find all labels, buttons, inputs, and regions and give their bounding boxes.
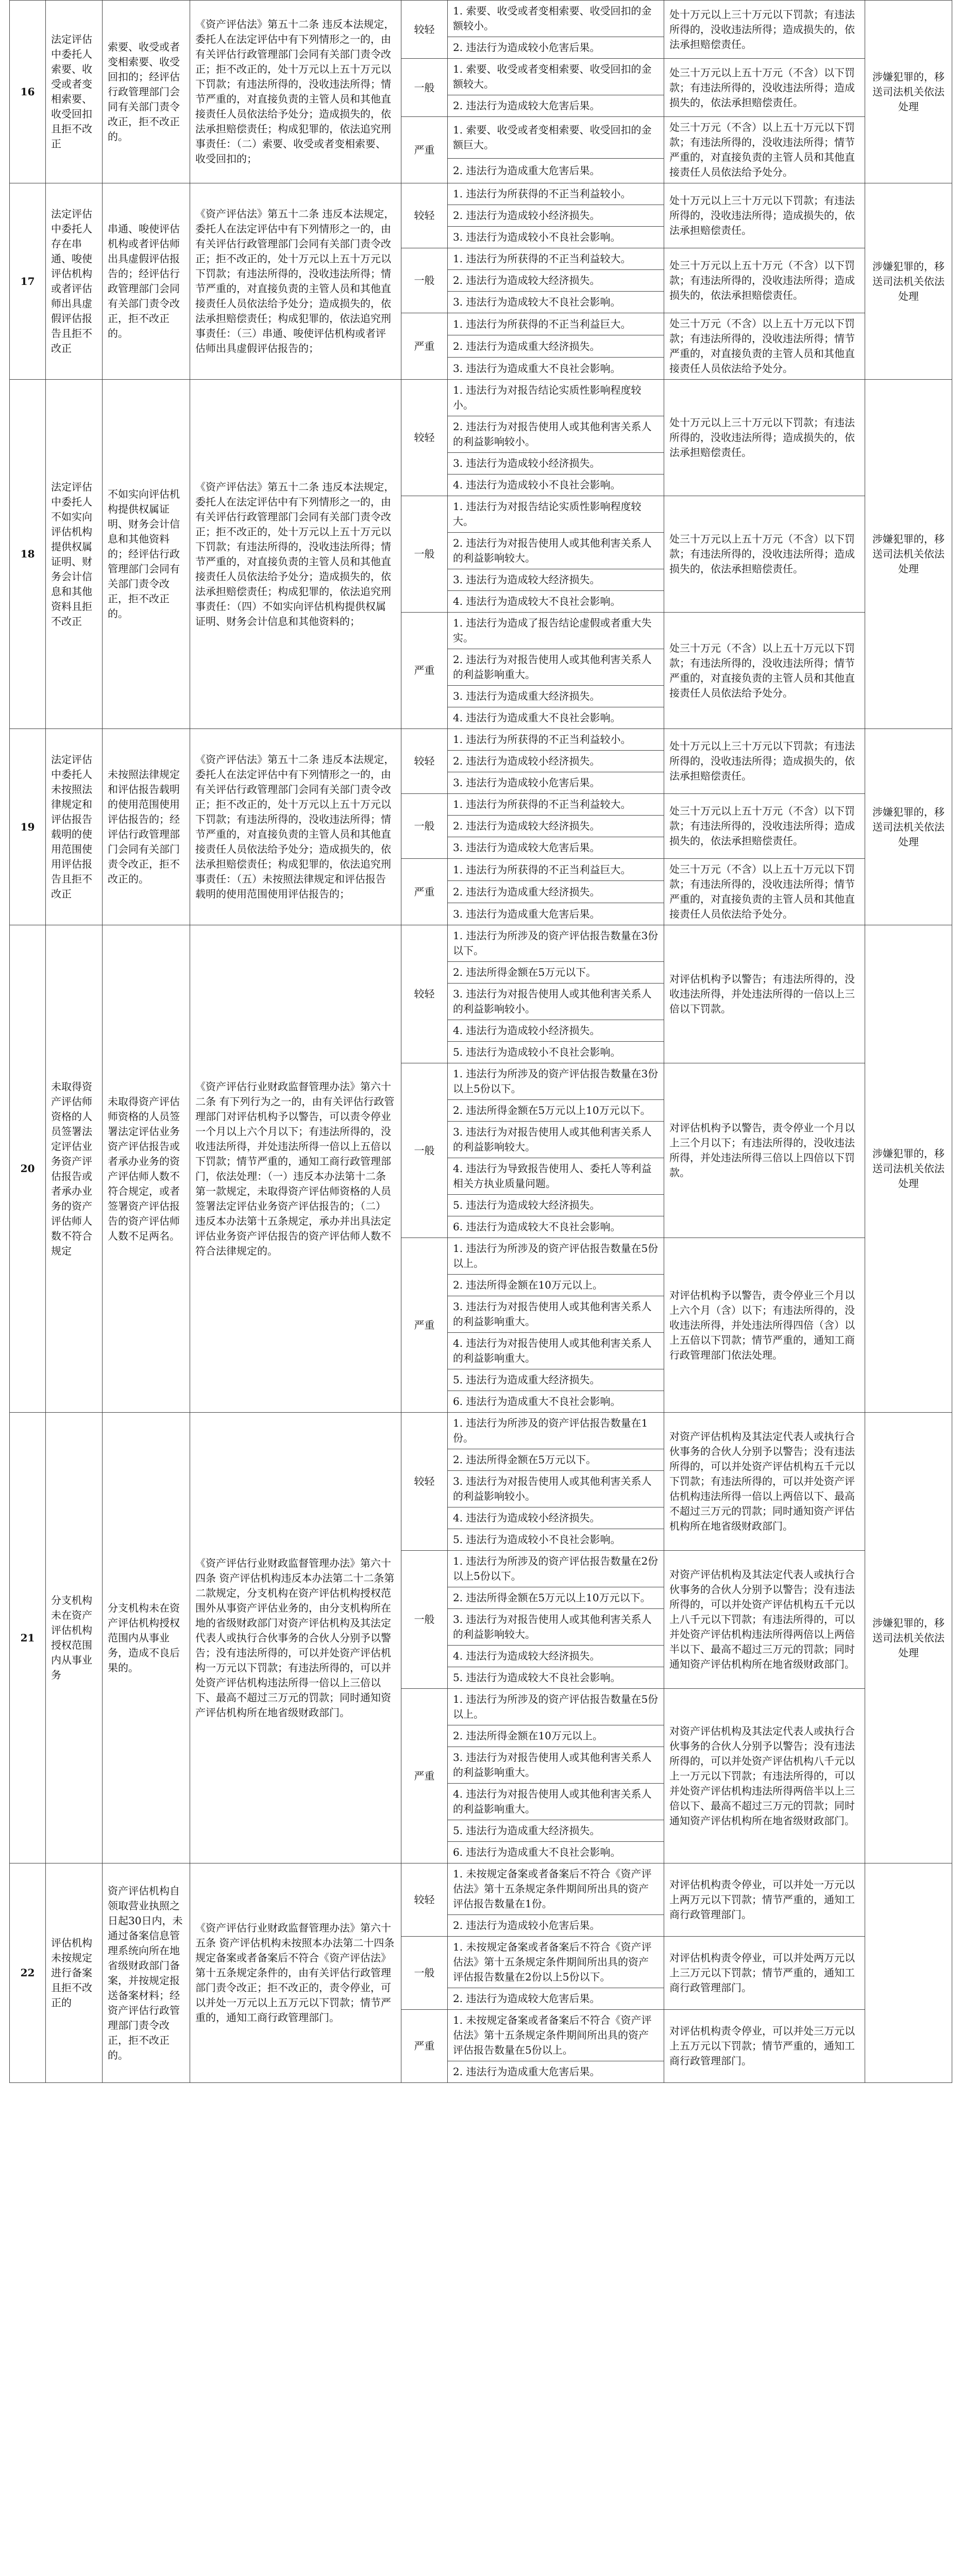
- discretion-circumstance: 4. 违法行为导致报告使用人、委托人等利益相关方执业质量问题。: [448, 1158, 664, 1195]
- discretion-circumstance: 1. 违法行为所涉及的资产评估报告数量在2份以上5份以下。: [448, 1551, 664, 1587]
- legal-basis: 《资产评估行业财政监督管理办法》第六十二条 有下列行为之一的，由有关评估行政管理部门对评估机构予以警告，可以责令停业一个月以上六个月以下；有违法所得的，没收违法所得，并处违法所得一倍以上五倍以下罚款；情节严重的，通知工商行政管理部门，依法处理：（一）违反本办法第十二条第一款规定，未取得资产评估师资格的人员签署法定评估业务资产评估报告的；（二）违反本办法第十五条规定，承办并出具法定评估业务资产评估报告的资产评估师人数不符合法律规定的。: [190, 925, 401, 1413]
- discretion-level: 严重: [401, 117, 448, 183]
- transfer-note: 涉嫌犯罪的，移送司法机关依法处理: [865, 380, 952, 729]
- discretion-circumstance: 3. 违法行为造成重大经济损失。: [448, 686, 664, 707]
- discretion-circumstance: 2. 违法行为造成较小危害后果。: [448, 1915, 664, 1937]
- legal-basis: 《资产评估行业财政监督管理办法》第六十四条 资产评估机构违反本办法第二十二条第二款规定，分支机构在资产评估机构授权范围外从事资产评估业务的，由分支机构所在地的省级财政部门对资产评估机构及其法定代表人或执行合伙事务的合伙人分别予以警告；没有违法所得的，可以并处资产评估机构一万元以下罚款；有违法所得的，可以并处资产评估机构违法所得一倍以上三倍以下、最高不超过三万元的罚款；同时通知资产评估机构所在地省级财政部门。: [190, 1413, 401, 1863]
- violation-item: 未取得资产评估师资格的人员签署法定评估业务资产评估报告或者承办业务的资产评估师人数不符合规定: [46, 925, 103, 1413]
- discretion-circumstance: 1. 未按规定备案或者备案后不符合《资产评估法》第十五条规定条件期间所出具的资产评估报告数量在1份。: [448, 1863, 664, 1915]
- discretion-level: 严重: [401, 859, 448, 925]
- discretion-circumstance: 1. 违法行为所获得的不正当利益较小。: [448, 729, 664, 751]
- discretion-circumstance: 2. 违法行为造成重大危害后果。: [448, 2061, 664, 2083]
- discretion-level: 严重: [401, 1238, 448, 1413]
- penalty-standard: 对评估机构责令停业，可以并处两万元以上三万元以下罚款；情节严重的，通知工商行政管理部门。: [664, 1937, 865, 2010]
- discretion-circumstance: 4. 违法行为造成较大经济损失。: [448, 1646, 664, 1667]
- legal-basis: 《资产评估行业财政监督管理办法》第六十五条 资产评估机构未按照本办法第二十四条规定备案或者备案后不符合《资产评估法》第十五条规定条件的，由有关评估行政管理部门责令改正；拒不改正的，责令停业，可以并处一万元以上五万元以下罚款；情节严重的，通知工商行政管理部门。: [190, 1863, 401, 2083]
- discretion-circumstance: 2. 违法行为造成较小危害后果。: [448, 37, 664, 59]
- discretion-level: 较轻: [401, 1863, 448, 1937]
- discretion-circumstance: 4. 违法行为造成较大不良社会影响。: [448, 591, 664, 613]
- discretion-circumstance: 3. 违法行为造成较大不良社会影响。: [448, 292, 664, 313]
- item-number: 17: [10, 183, 46, 380]
- transfer-note: 涉嫌犯罪的，移送司法机关依法处理: [865, 925, 952, 1413]
- table-row: [10, 1413, 952, 1449]
- discretion-level: 严重: [401, 313, 448, 380]
- item-number: 22: [10, 1863, 46, 2083]
- discretion-level: 较轻: [401, 380, 448, 496]
- discretion-circumstance: 1. 违法行为所获得的不正当利益较小。: [448, 183, 664, 205]
- penalty-standard: 对评估机构予以警告，责令停业一个月以上三个月以下；有违法所得的，没收违法所得，并处违法所得三倍以上四倍以下罚款。: [664, 1063, 865, 1238]
- discretion-level: 严重: [401, 2010, 448, 2083]
- penalty-table: [9, 0, 952, 2083]
- violation-item: 评估机构未按规定进行备案且拒不改正的: [46, 1863, 103, 2083]
- discretion-circumstance: 2. 违法行为造成较小经济损失。: [448, 205, 664, 227]
- discretion-circumstance: 5. 违法行为造成较大不良社会影响。: [448, 1667, 664, 1689]
- discretion-circumstance: 1. 违法行为造成了报告结论虚假或者重大失实。: [448, 613, 664, 649]
- penalty-standard: 处十万元以上三十万元以下罚款；有违法所得的，没收违法所得；造成损失的，依法承担赔偿责任。: [664, 183, 865, 248]
- violation-condition: 未取得资产评估师资格的人员签署法定评估业务资产评估报告或者承办业务的资产评估师人数不符合规定，或者签署资产评估报告的资产评估师人数不足两名。: [103, 925, 190, 1413]
- discretion-circumstance: 2. 违法行为造成较大经济损失。: [448, 270, 664, 292]
- penalty-standard-sheet: [9, 0, 952, 2083]
- penalty-standard: 对资产评估机构及其法定代表人或执行合伙事务的合伙人分别予以警告；没有违法所得的，可以并处资产评估机构五千元以上八千元以下罚款；有违法所得的，可以并处资产评估机构违法所得两倍以上两倍半以下、最高不超过三万元的罚款；同时通知资产评估机构所在地省级财政部门。: [664, 1551, 865, 1689]
- penalty-standard: 处十万元以上三十万元以下罚款；有违法所得的，没收违法所得；造成损失的，依法承担赔偿责任。: [664, 729, 865, 794]
- discretion-circumstance: 3. 违法行为造成较大经济损失。: [448, 569, 664, 591]
- penalty-standard: 处三十万元以上五十万元（不含）以下罚款；有违法所得的，没收违法所得；造成损失的，依法承担赔偿责任。: [664, 59, 865, 117]
- discretion-circumstance: 1. 违法行为对报告结论实质性影响程度较大。: [448, 496, 664, 533]
- penalty-standard: 处三十万元（不含）以上五十万元以下罚款；有违法所得的，没收违法所得；情节严重的，对直接负责的主管人员和其他直接责任人员依法给予处分。: [664, 117, 865, 183]
- penalty-standard: 处十万元以上三十万元以下罚款；有违法所得的，没收违法所得；造成损失的，依法承担赔偿责任。: [664, 380, 865, 496]
- penalty-standard: 处三十万元（不含）以上五十万元以下罚款；有违法所得的，没收违法所得；情节严重的，对直接负责的主管人员和其他直接责任人员依法给予处分。: [664, 859, 865, 925]
- violation-condition: 串通、唆使评估机构或者评估师出具虚假评估报告的；经评估行政管理部门会同有关部门责令改正，拒不改正的。: [103, 183, 190, 380]
- discretion-circumstance: 4. 违法行为造成较小经济损失。: [448, 1020, 664, 1042]
- discretion-circumstance: 4. 违法行为造成较小经济损失。: [448, 1507, 664, 1529]
- discretion-circumstance: 1. 索要、收受或者变相索要、收受回扣的金额较大。: [448, 59, 664, 95]
- violation-condition: 资产评估机构自领取营业执照之日起30日内，未通过备案信息管理系统向所在地省级财政部门备案，并按规定报送备案材料；经资产评估行政管理部门责令改正，拒不改正的。: [103, 1863, 190, 2083]
- discretion-circumstance: 1. 违法行为所获得的不正当利益巨大。: [448, 313, 664, 335]
- discretion-circumstance: 1. 违法行为所涉及的资产评估报告数量在1份。: [448, 1413, 664, 1449]
- violation-condition: 索要、收受或者变相索要、收受回扣的；经评估行政管理部门会同有关部门责令改正，拒不改正的。: [103, 1, 190, 183]
- item-number: 18: [10, 380, 46, 729]
- discretion-circumstance: 5. 违法行为造成较小不良社会影响。: [448, 1529, 664, 1551]
- penalty-standard: 处三十万元以上五十万元（不含）以下罚款；有违法所得的，没收违法所得；造成损失的，依法承担赔偿责任。: [664, 248, 865, 313]
- table-row: [10, 380, 952, 416]
- discretion-circumstance: 3. 违法行为对报告使用人或其他利害关系人的利益影响重大。: [448, 1747, 664, 1784]
- penalty-standard: 处三十万元（不含）以上五十万元以下罚款；有违法所得的，没收违法所得；情节严重的，对直接负责的主管人员和其他直接责任人员依法给予处分。: [664, 613, 865, 729]
- discretion-circumstance: 2. 违法行为造成重大危害后果。: [448, 159, 664, 183]
- violation-item: 法定评估中委托人索要、收受或者变相索要、收受回扣且拒不改正: [46, 1, 103, 183]
- discretion-circumstance: 1. 违法行为所获得的不正当利益较大。: [448, 248, 664, 270]
- transfer-note: 涉嫌犯罪的，移送司法机关依法处理: [865, 729, 952, 925]
- violation-item: 法定评估中委托人未按照法律规定和评估报告载明的使用范围使用评估报告且拒不改正: [46, 729, 103, 925]
- discretion-circumstance: 2. 违法所得金额在5万元以上10万元以下。: [448, 1587, 664, 1609]
- discretion-circumstance: 1. 违法行为所获得的不正当利益巨大。: [448, 859, 664, 881]
- discretion-level: 较轻: [401, 1, 448, 59]
- discretion-circumstance: 3. 违法行为对报告使用人或其他利害关系人的利益影响较小。: [448, 1471, 664, 1507]
- discretion-circumstance: 2. 违法行为对报告使用人或其他利害关系人的利益影响较小。: [448, 416, 664, 453]
- discretion-circumstance: 3. 违法行为造成较大危害后果。: [448, 837, 664, 859]
- discretion-level: 一般: [401, 794, 448, 859]
- discretion-level: 较轻: [401, 1413, 448, 1551]
- discretion-level: 严重: [401, 1689, 448, 1863]
- discretion-circumstance: 2. 违法所得金额在10万元以上。: [448, 1275, 664, 1296]
- transfer-note: [865, 1863, 952, 2083]
- discretion-circumstance: 2. 违法所得金额在5万元以上10万元以下。: [448, 1100, 664, 1122]
- discretion-circumstance: 2. 违法行为造成较大经济损失。: [448, 816, 664, 837]
- table-row: [10, 729, 952, 751]
- discretion-circumstance: 1. 未按规定备案或者备案后不符合《资产评估法》第十五条规定条件期间所出具的资产评估报告数量在2份以上5份以下。: [448, 1937, 664, 1988]
- discretion-circumstance: 5. 违法行为造成重大经济损失。: [448, 1369, 664, 1391]
- discretion-circumstance: 6. 违法行为造成重大不良社会影响。: [448, 1391, 664, 1413]
- discretion-level: 较轻: [401, 925, 448, 1063]
- legal-basis: 《资产评估法》第五十二条 违反本法规定，委托人在法定评估中有下列情形之一的，由有关评估行政管理部门会同有关部门责令改正；拒不改正的，处十万元以上五十万元以下罚款；有违法所得的，没收违法所得；情节严重的，对直接负责的主管人员和其他直接责任人员依法给予处分；造成损失的，依法承担赔偿责任；构成犯罪的，依法追究刑事责任：（四）不如实向评估机构提供权属证明、财务会计信息和其他资料的；: [190, 380, 401, 729]
- violation-condition: 分支机构未在资产评估机构授权范围内从事业务，造成不良后果的。: [103, 1413, 190, 1863]
- discretion-level: 一般: [401, 1937, 448, 2010]
- discretion-circumstance: 3. 违法行为造成较小不良社会影响。: [448, 227, 664, 248]
- penalty-standard: 对资产评估机构及其法定代表人或执行合伙事务的合伙人分别予以警告；没有违法所得的，可以并处资产评估机构五千元以下罚款；有违法所得的，可以并处资产评估机构违法所得一倍以上两倍以下、最高不超过三万元的罚款；同时通知资产评估机构所在地省级财政部门。: [664, 1413, 865, 1551]
- item-number: 19: [10, 729, 46, 925]
- discretion-circumstance: 2. 违法行为造成较大危害后果。: [448, 1988, 664, 2010]
- discretion-level: 一般: [401, 496, 448, 613]
- discretion-circumstance: 5. 违法行为造成较大经济损失。: [448, 1195, 664, 1216]
- discretion-circumstance: 2. 违法行为造成较小经济损失。: [448, 751, 664, 772]
- item-number: 20: [10, 925, 46, 1413]
- discretion-circumstance: 5. 违法行为造成较小不良社会影响。: [448, 1042, 664, 1063]
- discretion-circumstance: 3. 违法行为对报告使用人或其他利害关系人的利益影响重大。: [448, 1296, 664, 1333]
- table-row: [10, 1863, 952, 1915]
- discretion-circumstance: 4. 违法行为对报告使用人或其他利害关系人的利益影响重大。: [448, 1784, 664, 1820]
- penalty-standard: 处三十万元以上五十万元（不含）以下罚款；有违法所得的，没收违法所得；造成损失的，依法承担赔偿责任。: [664, 794, 865, 859]
- penalty-standard: 处十万元以上三十万元以下罚款；有违法所得的，没收违法所得；造成损失的，依法承担赔偿责任。: [664, 1, 865, 59]
- discretion-circumstance: 1. 违法行为所涉及的资产评估报告数量在5份以上。: [448, 1689, 664, 1725]
- penalty-table-body: [10, 1, 952, 2083]
- violation-condition: 未按照法律规定和评估报告载明的使用范围使用评估报告的；经评估行政管理部门会同有关部门责令改正，拒不改正的。: [103, 729, 190, 925]
- legal-basis: 《资产评估法》第五十二条 违反本法规定，委托人在法定评估中有下列情形之一的，由有关评估行政管理部门会同有关部门责令改正；拒不改正的，处十万元以上五十万元以下罚款；有违法所得的，没收违法所得；情节严重的，对直接负责的主管人员和其他直接责任人员依法给予处分；造成损失的，依法承担赔偿责任；构成犯罪的，依法追究刑事责任：（三）串通、唆使评估机构或者评估师出具虚假评估报告的；: [190, 183, 401, 380]
- item-number: 16: [10, 1, 46, 183]
- discretion-circumstance: 3. 违法行为造成较小危害后果。: [448, 772, 664, 794]
- legal-basis: 《资产评估法》第五十二条 违反本法规定，委托人在法定评估中有下列情形之一的，由有关评估行政管理部门会同有关部门责令改正；拒不改正的，处十万元以上五十万元以下罚款；有违法所得的，没收违法所得；情节严重的，对直接负责的主管人员和其他直接责任人员依法给予处分；造成损失的，依法承担赔偿责任；构成犯罪的，依法追究刑事责任：（五）未按照法律规定和评估报告载明的使用范围使用评估报告的；: [190, 729, 401, 925]
- discretion-circumstance: 3. 违法行为造成重大危害后果。: [448, 903, 664, 925]
- penalty-standard: 对评估机构责令停业，可以并处一万元以上两万元以下罚款；情节严重的，通知工商行政管理部门。: [664, 1863, 865, 1937]
- discretion-circumstance: 1. 违法行为所涉及的资产评估报告数量在3份以上5份以下。: [448, 1063, 664, 1100]
- discretion-circumstance: 1. 违法行为对报告结论实质性影响程度较小。: [448, 380, 664, 416]
- discretion-circumstance: 2. 违法所得金额在5万元以下。: [448, 1449, 664, 1471]
- discretion-circumstance: 4. 违法行为造成重大不良社会影响。: [448, 707, 664, 729]
- penalty-standard: 处三十万元（不含）以上五十万元以下罚款；有违法所得的，没收违法所得；情节严重的，对直接负责的主管人员和其他直接责任人员依法给予处分。: [664, 313, 865, 380]
- discretion-circumstance: 2. 违法行为对报告使用人或其他利害关系人的利益影响重大。: [448, 649, 664, 686]
- discretion-circumstance: 1. 索要、收受或者变相索要、收受回扣的金额较小。: [448, 1, 664, 37]
- discretion-circumstance: 6. 违法行为造成重大不良社会影响。: [448, 1842, 664, 1863]
- discretion-circumstance: 3. 违法行为对报告使用人或其他利害关系人的利益影响较小。: [448, 984, 664, 1020]
- discretion-circumstance: 2. 违法行为造成重大经济损失。: [448, 335, 664, 358]
- discretion-circumstance: 2. 违法行为造成较大危害后果。: [448, 95, 664, 117]
- legal-basis: 《资产评估法》第五十二条 违反本法规定，委托人在法定评估中有下列情形之一的，由有关评估行政管理部门会同有关部门责令改正；拒不改正的，处十万元以上五十万元以下罚款；有违法所得的，没收违法所得；情节严重的，对直接负责的主管人员和其他直接责任人员依法给予处分；造成损失的，依法承担赔偿责任；构成犯罪的，依法追究刑事责任：（二）索要、收受或者变相索要、收受回扣的；: [190, 1, 401, 183]
- discretion-circumstance: 2. 违法所得金额在10万元以上。: [448, 1725, 664, 1747]
- penalty-standard: 处三十万元以上五十万元（不含）以下罚款；有违法所得的，没收违法所得；造成损失的，依法承担赔偿责任。: [664, 496, 865, 613]
- table-row: [10, 1, 952, 37]
- discretion-circumstance: 3. 违法行为造成较小经济损失。: [448, 453, 664, 474]
- discretion-level: 一般: [401, 1551, 448, 1689]
- discretion-circumstance: 3. 违法行为对报告使用人或其他利害关系人的利益影响较大。: [448, 1122, 664, 1158]
- transfer-note: 涉嫌犯罪的，移送司法机关依法处理: [865, 183, 952, 380]
- discretion-circumstance: 1. 违法行为所涉及的资产评估报告数量在5份以上。: [448, 1238, 664, 1275]
- discretion-circumstance: 1. 索要、收受或者变相索要、收受回扣的金额巨大。: [448, 117, 664, 159]
- discretion-level: 较轻: [401, 183, 448, 248]
- item-number: 21: [10, 1413, 46, 1863]
- transfer-note: 涉嫌犯罪的，移送司法机关依法处理: [865, 1413, 952, 1863]
- discretion-circumstance: 2. 违法行为对报告使用人或其他利害关系人的利益影响较大。: [448, 533, 664, 569]
- penalty-standard: 对评估机构予以警告，责令停业三个月以上六个月（含）以下；有违法所得的，没收违法所得，并处违法所得四倍（含）以上五倍以下罚款；情节严重的，通知工商行政管理部门依法处理。: [664, 1238, 865, 1413]
- table-row: [10, 925, 952, 962]
- discretion-level: 较轻: [401, 729, 448, 794]
- discretion-level: 一般: [401, 248, 448, 313]
- penalty-standard: 对评估机构责令停业，可以并处三万元以上五万元以下罚款；情节严重的，通知工商行政管理部门。: [664, 2010, 865, 2083]
- penalty-standard: 对评估机构予以警告；有违法所得的，没收违法所得，并处违法所得的一倍以上三倍以下罚款。: [664, 925, 865, 1063]
- discretion-circumstance: 1. 未按规定备案或者备案后不符合《资产评估法》第十五条规定条件期间所出具的资产评估报告数量在5份以上。: [448, 2010, 664, 2061]
- discretion-circumstance: 3. 违法行为造成重大不良社会影响。: [448, 358, 664, 380]
- violation-condition: 不如实向评估机构提供权属证明、财务会计信息和其他资料的；经评估行政管理部门会同有关部门责令改正，拒不改正的。: [103, 380, 190, 729]
- discretion-level: 严重: [401, 613, 448, 729]
- violation-item: 分支机构未在资产评估机构授权范围内从事业务: [46, 1413, 103, 1863]
- discretion-circumstance: 2. 违法所得金额在5万元以下。: [448, 962, 664, 984]
- discretion-circumstance: 3. 违法行为对报告使用人或其他利害关系人的利益影响较大。: [448, 1609, 664, 1646]
- discretion-circumstance: 4. 违法行为对报告使用人或其他利害关系人的利益影响重大。: [448, 1333, 664, 1369]
- discretion-level: 一般: [401, 1063, 448, 1238]
- discretion-circumstance: 6. 违法行为造成较大不良社会影响。: [448, 1216, 664, 1238]
- discretion-circumstance: 2. 违法行为造成重大经济损失。: [448, 881, 664, 903]
- violation-item: 法定评估中委托人存在串通、唆使评估机构或者评估师出具虚假评估报告且拒不改正: [46, 183, 103, 380]
- discretion-level: 一般: [401, 59, 448, 117]
- transfer-note: 涉嫌犯罪的，移送司法机关依法处理: [865, 1, 952, 183]
- penalty-standard: 对资产评估机构及其法定代表人或执行合伙事务的合伙人分别予以警告；没有违法所得的，可以并处资产评估机构八千元以上一万元以下罚款；有违法所得的，可以并处资产评估机构违法所得两倍半以上三倍以下、最高不超过三万元的罚款；同时通知资产评估机构所在地省级财政部门。: [664, 1689, 865, 1863]
- discretion-circumstance: 1. 违法行为所涉及的资产评估报告数量在3份以下。: [448, 925, 664, 962]
- table-row: [10, 183, 952, 205]
- discretion-circumstance: 4. 违法行为造成较小不良社会影响。: [448, 474, 664, 496]
- discretion-circumstance: 1. 违法行为所获得的不正当利益较大。: [448, 794, 664, 816]
- violation-item: 法定评估中委托人不如实向评估机构提供权属证明、财务会计信息和其他资料且拒不改正: [46, 380, 103, 729]
- discretion-circumstance: 5. 违法行为造成重大经济损失。: [448, 1820, 664, 1842]
